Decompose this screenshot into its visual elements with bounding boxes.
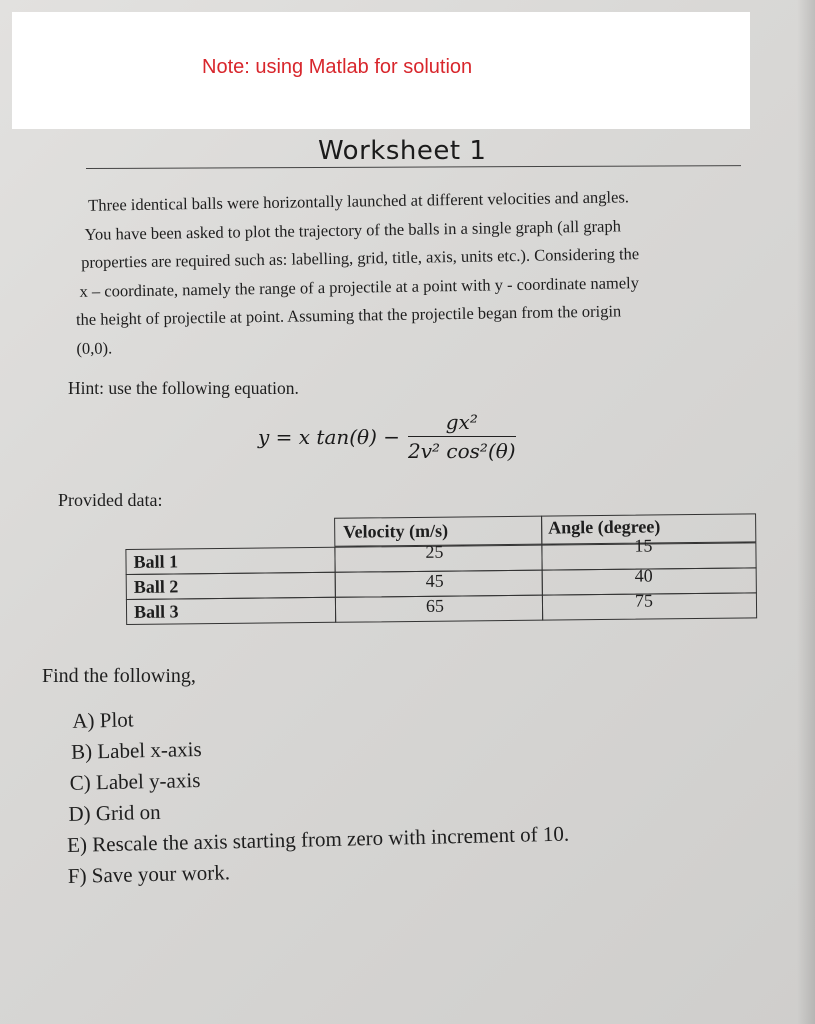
task-item: C) Label y-axis [69, 767, 201, 795]
task-item: F) Save your work. [67, 860, 231, 888]
velocity-cell [334, 541, 542, 573]
ball-name: Ball 1 [133, 551, 179, 572]
hint-text: Hint: use the following equation. [68, 378, 299, 398]
equation-fraction [408, 410, 516, 463]
velocity-cell [335, 595, 543, 623]
table-row-name-cell [126, 597, 336, 625]
problem-paragraph [74, 181, 777, 363]
task-list [64, 691, 708, 891]
paragraph-line: (0,0). [76, 337, 113, 358]
find-label: Find the following, [42, 665, 196, 687]
task-item: A) Plot [72, 707, 134, 733]
velocity-value: 65 [425, 595, 445, 616]
angle-value: 15 [634, 535, 653, 556]
paper-edge-shadow [797, 0, 815, 1024]
data-table [125, 505, 760, 624]
task-item: E) Rescale the axis starting from zero with increment of 10. [66, 821, 570, 857]
worksheet-title: Worksheet 1 [318, 136, 487, 166]
paragraph-line: You have been asked to plot the trajectory of the balls in a single graph (all graph [84, 215, 622, 244]
task-item: B) Label x-axis [70, 736, 202, 764]
paragraph-line: x – coordinate, namely the range of a projectile at a point with y - coordinate namely [79, 272, 640, 301]
note-text: Note: using Matlab for solution [202, 56, 473, 78]
velocity-value: 25 [425, 541, 444, 562]
paragraph-line: the height of projectile at point. Assuming that the projectile began from the origin [75, 301, 622, 329]
table-row-name-cell [126, 572, 336, 600]
paragraph-line: Three identical balls were horizontally launched at different velocities and angles. [88, 187, 630, 215]
header-angle: Angle (degree) [548, 516, 661, 538]
provided-data-label: Provided data: [58, 490, 163, 510]
equation-lhs: y = x tan(θ) − [258, 424, 401, 449]
equation-numerator: gx² [445, 410, 478, 434]
equation-denominator: 2v² cos²(θ) [408, 439, 516, 463]
angle-value: 40 [634, 565, 653, 586]
ball-name: Ball 2 [133, 576, 179, 597]
paragraph-line: properties are required such as: labelling, grid, title, axis, units etc.). Considering the [80, 244, 640, 272]
angle-cell [542, 592, 757, 620]
title-underline [86, 165, 741, 169]
ball-name: Ball 3 [133, 601, 179, 622]
header-velocity: Velocity (m/s) [343, 520, 449, 542]
angle-value: 75 [634, 590, 654, 611]
trajectory-equation [258, 410, 516, 463]
table-row-name-cell [125, 547, 335, 575]
velocity-value: 45 [425, 570, 444, 591]
velocity-cell [335, 570, 543, 598]
task-item: D) Grid on [68, 799, 161, 826]
